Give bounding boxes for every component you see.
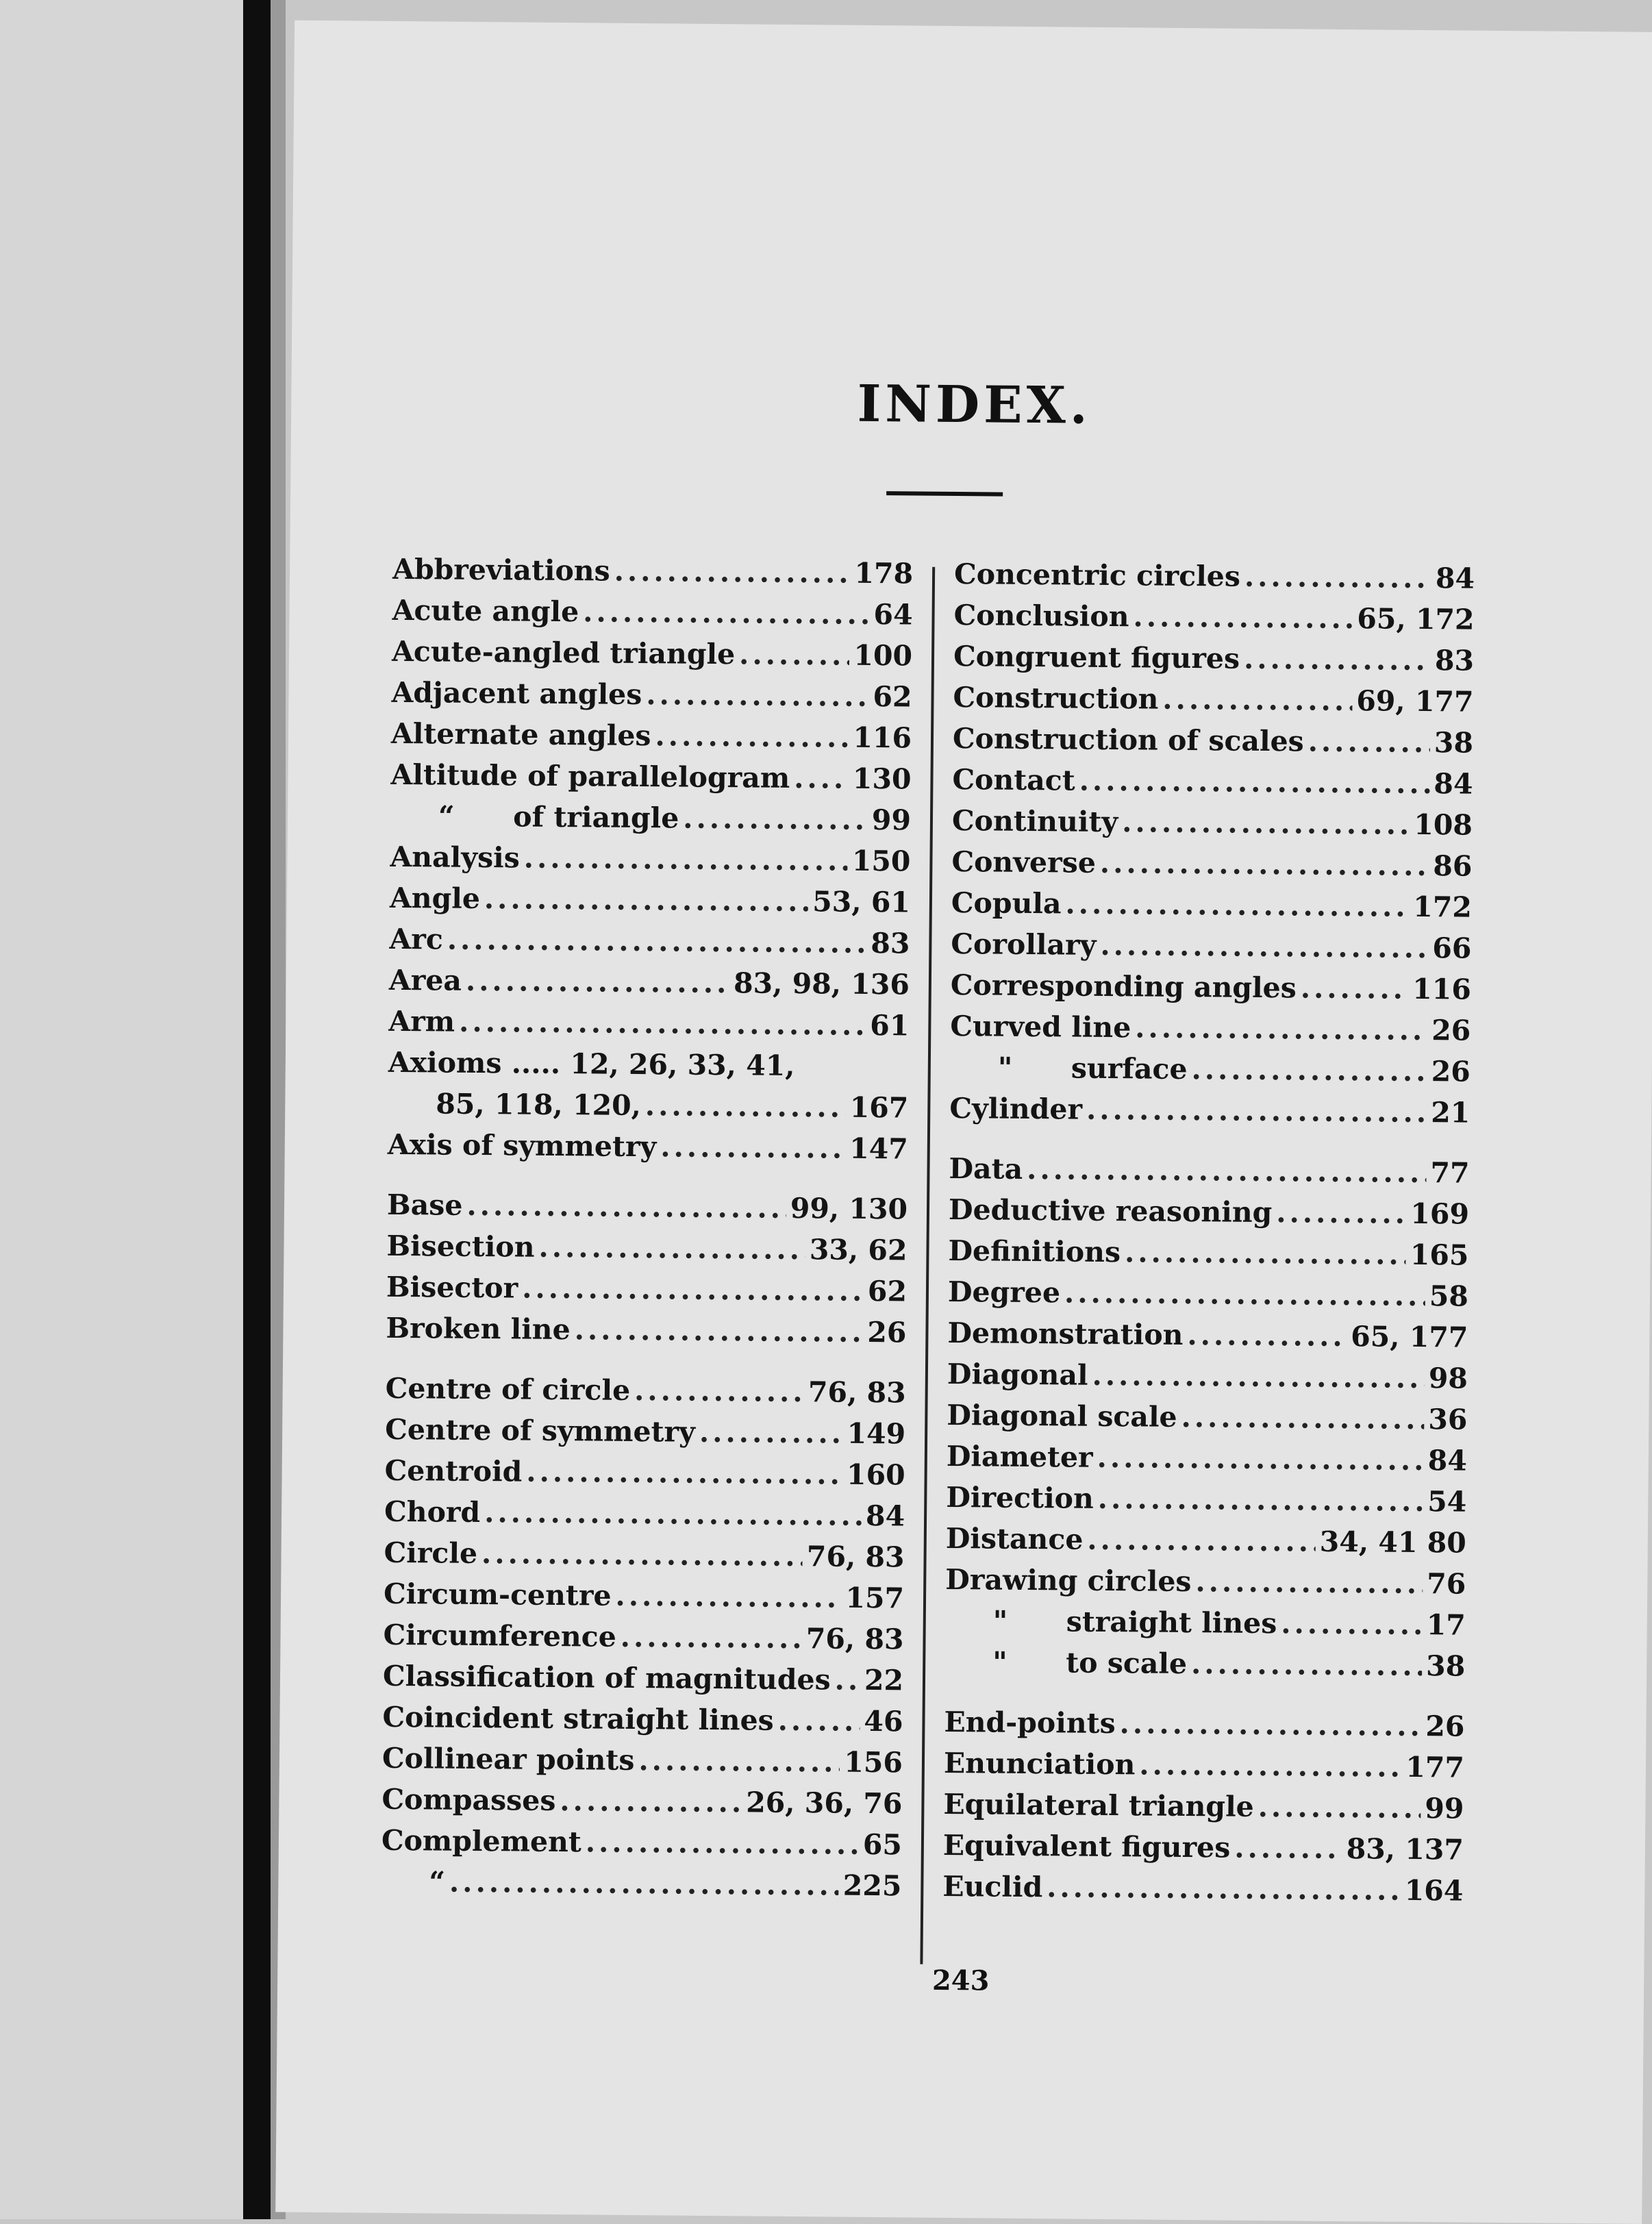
index-entry xyxy=(948,1230,1468,1276)
index-term: Demonstration xyxy=(947,1316,1184,1351)
dot-leader xyxy=(466,1185,786,1229)
index-page-refs: 17 xyxy=(1426,1608,1466,1642)
index-term: Diagonal scale xyxy=(947,1398,1177,1434)
index-term: " surface xyxy=(997,1051,1188,1086)
index-entry xyxy=(950,1005,1470,1051)
dot-leader xyxy=(447,919,867,964)
dot-leader xyxy=(1079,760,1429,804)
index-page-refs: 147 xyxy=(849,1132,908,1166)
index-page-refs: 38 xyxy=(1434,726,1474,760)
index-page-refs: 165 xyxy=(1410,1238,1469,1272)
dot-leader xyxy=(560,1780,742,1823)
index-term: Axis of symmetry xyxy=(387,1127,657,1164)
index-term: Centre of circle xyxy=(385,1371,631,1407)
index-page-refs: 98 xyxy=(1428,1362,1468,1395)
index-term: Base xyxy=(386,1188,463,1222)
index-page-refs: 64 xyxy=(873,597,913,632)
index-page-refs: 61 xyxy=(870,1008,910,1042)
dot-leader xyxy=(1301,967,1409,1009)
dot-leader xyxy=(615,1575,841,1619)
index-term: Contact xyxy=(952,763,1075,797)
index-page-refs: 157 xyxy=(845,1581,905,1615)
index-term: Area xyxy=(388,963,462,997)
index-entry xyxy=(389,960,910,1005)
index-entry xyxy=(390,877,910,923)
dot-leader xyxy=(699,1412,843,1454)
index-entry xyxy=(951,882,1472,928)
index-term: Converse xyxy=(951,845,1097,879)
index-entry xyxy=(944,1742,1464,1788)
index-page-refs: 84 xyxy=(1435,562,1475,595)
index-page-refs: 164 xyxy=(1404,1873,1464,1908)
index-entry xyxy=(951,964,1471,1010)
index-page-refs: 99 xyxy=(871,803,912,837)
index-entry xyxy=(388,1083,908,1129)
index-entry xyxy=(943,1784,1464,1829)
dot-leader xyxy=(484,878,809,922)
index-page-refs: 149 xyxy=(847,1416,906,1451)
index-page-refs: 65, 177 xyxy=(1351,1320,1468,1354)
index-entry xyxy=(384,1573,904,1619)
index-term: Diameter xyxy=(946,1439,1093,1474)
index-term: Data xyxy=(949,1151,1023,1186)
index-page-refs: 76, 83 xyxy=(808,1375,906,1410)
dot-leader xyxy=(574,1309,863,1353)
index-page-refs: 26, 36, 76 xyxy=(745,1786,903,1821)
index-term: Acute-angled triangle xyxy=(391,634,736,671)
dot-leader xyxy=(834,1660,860,1701)
index-page-refs: 76 xyxy=(1427,1567,1466,1601)
index-term: Euclid xyxy=(942,1869,1043,1904)
index-entry xyxy=(953,595,1474,640)
index-term: 85, 118, 120, xyxy=(436,1087,642,1123)
index-page-refs: 34, 41 80 xyxy=(1319,1525,1467,1560)
index-page-refs: 77 xyxy=(1430,1156,1470,1190)
dot-leader xyxy=(1135,1007,1428,1051)
index-entry xyxy=(952,759,1473,805)
index-page-refs: 76, 83 xyxy=(805,1622,904,1656)
index-page-refs: 58 xyxy=(1429,1279,1469,1313)
dot-leader xyxy=(660,1126,845,1169)
index-entry xyxy=(949,1148,1469,1194)
index-term: " to scale xyxy=(992,1645,1188,1681)
facing-page xyxy=(0,0,243,2219)
index-term: Cylinder xyxy=(949,1091,1083,1126)
index-term: Alternate angles xyxy=(390,716,651,753)
index-page-refs: 169 xyxy=(1410,1197,1470,1231)
index-entry xyxy=(388,1124,908,1170)
index-page-refs: 26 xyxy=(1425,1710,1465,1743)
index-term: Compasses xyxy=(381,1782,556,1818)
dot-leader xyxy=(484,1492,862,1536)
index-page-refs: 86 xyxy=(1433,849,1473,883)
index-term: End-points xyxy=(944,1705,1116,1740)
index-entry xyxy=(953,718,1473,764)
dot-leader xyxy=(1100,842,1429,886)
dot-leader xyxy=(1244,638,1431,681)
index-term: Continuity xyxy=(951,804,1118,839)
index-page-refs: 177 xyxy=(1405,1750,1465,1784)
dot-leader xyxy=(1119,1703,1421,1747)
column-divider xyxy=(920,567,935,1964)
index-term: Centre of symmetry xyxy=(384,1412,696,1449)
dot-leader xyxy=(1234,1827,1342,1869)
dot-leader xyxy=(794,758,849,799)
index-entry xyxy=(948,1271,1468,1317)
dot-leader xyxy=(538,1227,805,1270)
index-page-refs: 108 xyxy=(1414,808,1473,842)
index-entry xyxy=(947,1353,1468,1399)
index-page-refs: 84 xyxy=(1427,1444,1468,1477)
index-entry xyxy=(391,713,912,759)
index-entry xyxy=(389,919,910,964)
dot-leader xyxy=(1307,721,1430,764)
index-term: Equilateral triangle xyxy=(943,1787,1254,1823)
dot-leader xyxy=(1047,1866,1401,1911)
dot-leader xyxy=(655,715,849,758)
index-page-refs: 38 xyxy=(1425,1649,1466,1683)
index-entry xyxy=(944,1641,1465,1687)
dot-leader xyxy=(1187,1314,1347,1357)
index-term: Axioms ..... 12, 26, 33, 41, xyxy=(388,1045,795,1083)
dot-leader xyxy=(1133,596,1353,639)
index-page-refs: 83, 98, 136 xyxy=(733,966,910,1001)
index-term: Bisection xyxy=(386,1229,535,1264)
index-entry xyxy=(390,836,910,882)
index-entry xyxy=(951,923,1471,969)
index-term: “ of triangle xyxy=(438,799,679,835)
dot-leader xyxy=(1191,1049,1427,1092)
index-page-refs: 69, 177 xyxy=(1356,684,1474,719)
index-term: Congruent figures xyxy=(953,640,1240,675)
index-term: Chord xyxy=(384,1495,481,1529)
index-page-refs: 65, 172 xyxy=(1357,602,1475,636)
dot-leader xyxy=(1064,1272,1425,1316)
index-page xyxy=(275,21,1652,2224)
index-page-refs: 33, 62 xyxy=(809,1233,908,1267)
index-page-refs: 76, 83 xyxy=(806,1540,905,1574)
dot-leader xyxy=(638,1740,840,1783)
index-term: Arm xyxy=(388,1004,455,1038)
index-term: Curved line xyxy=(950,1009,1131,1045)
index-page-refs: 116 xyxy=(1412,972,1472,1006)
index-term: Distance xyxy=(945,1521,1084,1556)
index-page-refs: 26 xyxy=(1431,1014,1471,1047)
index-term: Altitude of parallelogram xyxy=(390,758,790,795)
index-entry xyxy=(382,1738,903,1784)
dot-leader xyxy=(614,551,850,594)
index-entry xyxy=(954,553,1475,599)
index-entry xyxy=(381,1820,902,1866)
index-term: " straight lines xyxy=(992,1604,1277,1640)
dot-leader xyxy=(1276,1192,1407,1234)
index-entry xyxy=(946,1477,1466,1523)
index-term: Centroid xyxy=(384,1453,523,1488)
dot-leader xyxy=(1244,556,1432,599)
index-entry xyxy=(386,1225,907,1271)
index-term: Complement xyxy=(381,1823,582,1859)
index-page-refs: 26 xyxy=(1431,1055,1471,1088)
index-term: Broken line xyxy=(386,1311,571,1347)
index-page-refs: 100 xyxy=(853,638,913,673)
index-term: Equivalent figures xyxy=(942,1828,1231,1864)
index-term: Circum-centre xyxy=(383,1577,612,1612)
dot-leader xyxy=(449,1862,839,1906)
index-page-refs: 21 xyxy=(1431,1096,1470,1129)
index-term: Drawing circles xyxy=(945,1562,1192,1599)
index-column-right xyxy=(942,553,1475,1912)
index-term: Adjacent angles xyxy=(391,675,642,712)
index-page-refs: 167 xyxy=(849,1090,909,1125)
dot-leader xyxy=(683,798,868,840)
dot-leader xyxy=(1139,1744,1401,1787)
index-term: Circle xyxy=(384,1536,478,1570)
dot-leader xyxy=(739,634,850,675)
index-page-refs: 65 xyxy=(862,1827,903,1862)
dot-leader xyxy=(1027,1149,1427,1193)
index-entry xyxy=(953,677,1473,723)
index-entry xyxy=(947,1395,1467,1440)
index-term: Corresponding angles xyxy=(950,968,1297,1005)
index-entry xyxy=(382,1697,903,1742)
index-entry xyxy=(942,1866,1463,1912)
index-entry xyxy=(949,1189,1469,1235)
dot-leader xyxy=(1191,1643,1423,1686)
index-page-refs: 99 xyxy=(1425,1792,1464,1825)
index-entry xyxy=(953,636,1474,682)
index-page-refs: 225 xyxy=(842,1869,902,1903)
index-entry xyxy=(392,590,912,636)
index-term: Enunciation xyxy=(943,1746,1136,1782)
index-entry xyxy=(386,1308,906,1353)
index-entry xyxy=(945,1600,1466,1646)
index-page-refs: 160 xyxy=(846,1458,905,1492)
index-entry xyxy=(386,1266,907,1312)
index-entry xyxy=(384,1491,905,1537)
index-term: Construction xyxy=(953,681,1159,716)
index-entry xyxy=(385,1368,905,1414)
index-page-refs: 84 xyxy=(1434,767,1473,801)
dot-leader xyxy=(526,1451,842,1495)
index-term: Bisector xyxy=(386,1270,518,1305)
index-entry xyxy=(390,795,911,841)
dot-leader xyxy=(524,838,849,882)
page-title: INDEX. xyxy=(857,374,1092,436)
index-term: Acute angle xyxy=(392,593,579,629)
index-entry xyxy=(384,1532,904,1578)
index-entry xyxy=(383,1614,903,1660)
dot-leader xyxy=(1257,1786,1421,1829)
index-entry xyxy=(946,1518,1466,1564)
index-entry xyxy=(381,1861,901,1907)
index-page-refs: 178 xyxy=(854,556,914,590)
index-entry xyxy=(388,1042,909,1088)
index-page-refs: 83, 137 xyxy=(1346,1832,1464,1866)
index-term: Conclusion xyxy=(953,599,1129,634)
dot-leader xyxy=(1097,1437,1424,1481)
index-entry xyxy=(392,549,913,595)
index-term: Abbreviations xyxy=(392,552,610,588)
index-entry xyxy=(944,1701,1464,1747)
index-entry xyxy=(951,841,1472,887)
index-term: Deductive reasoning xyxy=(948,1192,1273,1229)
index-page-refs: 62 xyxy=(873,679,912,714)
dot-leader xyxy=(1087,1519,1316,1562)
index-page-refs: 54 xyxy=(1427,1485,1467,1519)
dot-leader xyxy=(778,1700,860,1742)
book-spine xyxy=(243,0,271,2219)
index-entry xyxy=(952,800,1473,846)
dot-leader xyxy=(1100,925,1428,969)
index-entry xyxy=(947,1436,1467,1482)
index-page-refs: 46 xyxy=(864,1704,903,1738)
index-term: Copula xyxy=(951,886,1062,921)
index-term: Degree xyxy=(947,1275,1061,1310)
index-page-refs: 156 xyxy=(844,1745,903,1779)
index-term: Angle xyxy=(389,881,481,915)
dot-leader xyxy=(522,1268,864,1312)
index-entry xyxy=(391,672,912,718)
index-term: Classification of magnitudes xyxy=(382,1659,831,1697)
index-entry xyxy=(387,1184,908,1230)
index-entry xyxy=(943,1825,1464,1871)
index-page-refs: 83 xyxy=(871,926,910,960)
dot-leader xyxy=(1195,1561,1423,1604)
dot-leader xyxy=(1125,1232,1406,1275)
index-entry xyxy=(950,1047,1470,1092)
index-term: “ xyxy=(429,1865,446,1899)
page-number: 243 xyxy=(931,1964,990,1997)
index-term: Corollary xyxy=(951,927,1097,962)
index-entry xyxy=(381,1779,902,1825)
index-page-refs: 99, 130 xyxy=(790,1191,908,1226)
index-entry xyxy=(388,1001,909,1047)
dot-leader xyxy=(466,960,730,1003)
index-page-refs: 36 xyxy=(1428,1403,1468,1436)
dot-leader xyxy=(634,1370,804,1412)
index-term: Arc xyxy=(389,922,444,956)
index-term: Circumference xyxy=(383,1618,617,1653)
index-page-refs: 172 xyxy=(1413,890,1473,924)
index-entry xyxy=(392,631,912,677)
index-page-refs: 83 xyxy=(1434,644,1475,677)
dot-leader xyxy=(481,1533,803,1577)
dot-leader xyxy=(645,1085,846,1128)
index-entry xyxy=(384,1450,905,1496)
dot-leader xyxy=(1092,1355,1425,1399)
dot-leader xyxy=(646,674,869,717)
index-page-refs: 66 xyxy=(1432,932,1472,965)
dot-leader xyxy=(583,591,870,635)
dot-leader xyxy=(1162,679,1352,721)
index-column-left xyxy=(381,549,913,1907)
index-term: Construction of scales xyxy=(952,722,1304,758)
index-entry xyxy=(949,1088,1470,1134)
dot-leader xyxy=(1281,1603,1423,1645)
index-term: Direction xyxy=(946,1480,1094,1515)
dot-leader xyxy=(1086,1089,1427,1133)
dot-leader xyxy=(459,1001,866,1046)
index-term: Diagonal xyxy=(947,1357,1088,1392)
index-page-refs: 84 xyxy=(865,1499,905,1533)
index-term: Collinear points xyxy=(381,1741,635,1777)
dot-leader xyxy=(1065,883,1409,927)
dot-leader xyxy=(1122,801,1410,845)
index-entry xyxy=(947,1312,1468,1358)
dot-leader xyxy=(586,1821,860,1864)
dot-leader xyxy=(1181,1397,1424,1440)
title-rule xyxy=(886,491,1003,496)
index-page-refs: 53, 61 xyxy=(812,885,911,919)
index-term: Coincident straight lines xyxy=(382,1700,774,1737)
index-page-refs: 22 xyxy=(864,1663,904,1697)
index-entry xyxy=(385,1409,905,1455)
index-page-refs: 130 xyxy=(852,762,912,796)
index-page-refs: 116 xyxy=(853,721,912,755)
index-term: Definitions xyxy=(948,1234,1121,1269)
index-entry xyxy=(390,754,911,800)
dot-leader xyxy=(621,1616,803,1659)
index-page-refs: 62 xyxy=(867,1274,908,1308)
index-page-refs: 26 xyxy=(867,1315,907,1349)
index-term: Concentric circles xyxy=(953,558,1241,593)
dot-leader xyxy=(1098,1478,1424,1522)
index-entry xyxy=(945,1559,1466,1605)
index-term: Analysis xyxy=(390,840,521,875)
index-page-refs: 150 xyxy=(851,844,911,878)
index-entry xyxy=(383,1655,903,1701)
